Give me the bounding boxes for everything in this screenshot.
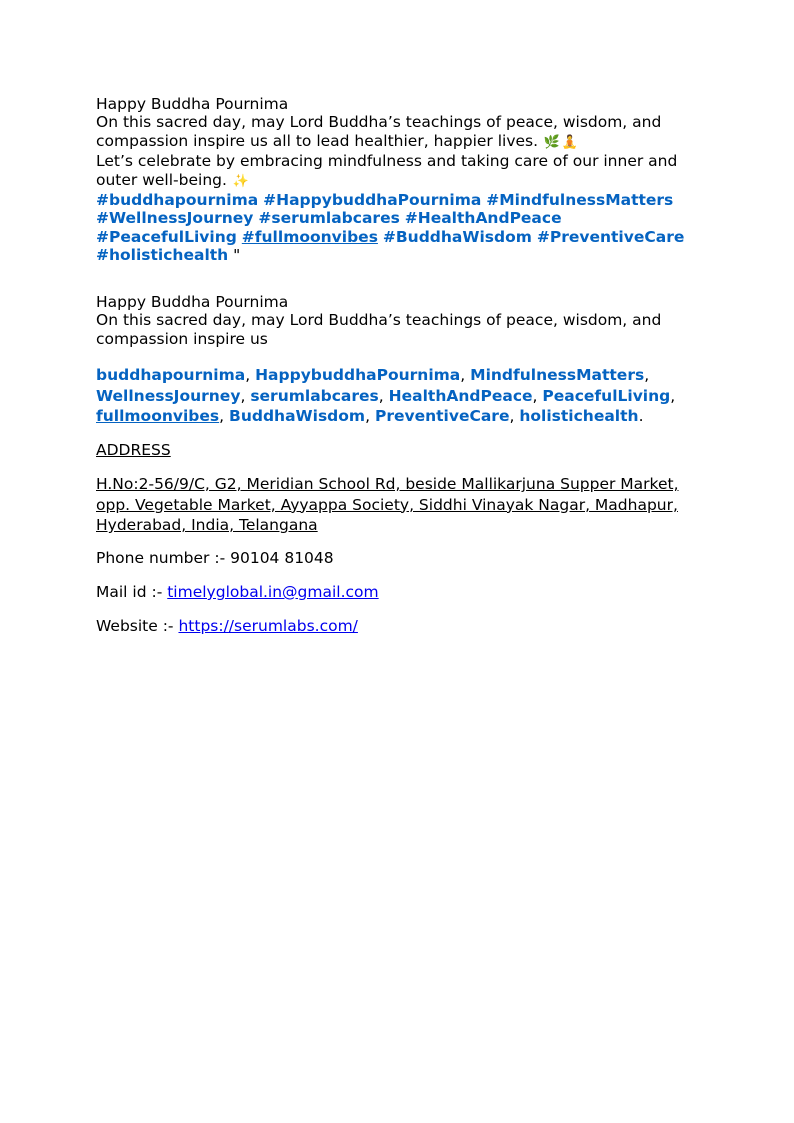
tag-row (96, 386, 696, 407)
hashtag-link[interactable]: #buddhapournima (96, 191, 259, 210)
sparkle-icon: ✨ (232, 173, 249, 189)
hashtag-link[interactable]: #HealthAndPeace (404, 209, 562, 228)
tag-separator: , (532, 386, 538, 405)
address-block (96, 474, 696, 536)
website-label: Website :- (96, 617, 179, 635)
post-block-2 (96, 293, 696, 348)
hashtag-link[interactable]: #PeacefulLiving (96, 227, 237, 246)
tag-link[interactable]: HealthAndPeace (388, 386, 533, 405)
tag-link[interactable]: PreventiveCare (374, 407, 510, 426)
tag-link[interactable]: buddhapournima (96, 366, 246, 384)
hashtag-link[interactable]: #MindfulnessMatters (486, 191, 674, 210)
herb-icon: 🌿 (543, 134, 561, 150)
tag-separator: , (509, 407, 515, 426)
address-line: Hyderabad, India, Telangana (96, 516, 318, 535)
tag-separator: , (245, 366, 251, 384)
tag-link[interactable]: holistichealth (519, 407, 639, 426)
tag-row (96, 406, 696, 427)
post-text-line: On this sacred day, may Lord Buddha’s teachings of peace, wisdom, and (96, 113, 662, 132)
tag-link[interactable]: PeacefulLiving (542, 386, 671, 405)
hashtag-link[interactable]: #BuddhaWisdom (382, 227, 532, 246)
hashtag-link[interactable]: #PreventiveCare (536, 227, 685, 246)
tag-separator: , (670, 386, 676, 405)
post-text-line (96, 132, 696, 152)
post-title: Happy Buddha Pournima (96, 293, 289, 311)
post-text-line: compassion inspire us (96, 329, 268, 348)
address-heading (96, 440, 696, 461)
tag-separator: , (378, 386, 384, 405)
hashtag-link[interactable]: #serumlabcares (258, 209, 400, 228)
address-line: opp. Vegetable Market, Ayyappa Society, Siddhi Vinayak Nagar, Madhapur, (96, 495, 678, 514)
website-line (96, 616, 696, 637)
tag-link[interactable]: BuddhaWisdom (229, 407, 366, 426)
hashtag-row (96, 209, 696, 227)
tag-link[interactable]: MindfulnessMatters (470, 366, 645, 384)
post-text-line: Let’s celebrate by embracing mindfulness and taking care of our inner and (96, 152, 678, 171)
hashtag-link[interactable]: #HappybuddhaPournima (263, 191, 482, 210)
post-block-1 (96, 95, 696, 265)
post-text-line (96, 171, 696, 191)
trailing-quote: " (233, 246, 241, 265)
phone-line (96, 548, 696, 569)
hashtag-link[interactable]: #fullmoonvibes (241, 227, 378, 246)
tag-link[interactable]: serumlabcares (250, 386, 379, 405)
post-text: outer well-being. (96, 170, 227, 189)
website-link[interactable]: https://serumlabs.com/ (178, 617, 358, 635)
post-text-line: On this sacred day, may Lord Buddha’s teachings of peace, wisdom, and (96, 311, 662, 330)
mail-label: Mail id :- (96, 583, 168, 601)
tag-link[interactable]: HappybuddhaPournima (255, 366, 461, 384)
tag-list (96, 365, 696, 427)
hashtag-row (96, 191, 696, 209)
phone-text: Phone number :- 90104 81048 (96, 549, 334, 567)
tag-link[interactable]: fullmoonvibes (96, 407, 220, 426)
post-title: Happy Buddha Pournima (96, 95, 289, 113)
tag-separator: , (219, 407, 225, 426)
hashtag-link[interactable]: #WellnessJourney (96, 209, 254, 228)
hashtag-row (96, 228, 696, 246)
hashtag-row (96, 246, 696, 264)
mail-line (96, 582, 696, 603)
address-heading-text: ADDRESS (96, 441, 171, 459)
tag-separator: , (365, 407, 371, 426)
hashtag-link[interactable]: #holistichealth (96, 246, 229, 265)
meditation-icon: 🧘 (561, 134, 579, 150)
email-link[interactable]: timelyglobal.in@gmail.com (167, 583, 379, 601)
tag-separator: , (240, 386, 246, 405)
post-text: compassion inspire us all to lead healthier, happier lives. (96, 131, 539, 150)
tag-link[interactable]: WellnessJourney (96, 386, 241, 405)
tag-separator: , (644, 366, 650, 384)
tag-end: . (638, 407, 644, 426)
tag-separator: , (460, 366, 466, 384)
address-line: H.No:2-56/9/C, G2, Meridian School Rd, beside Mallikarjuna Supper Market, (96, 475, 679, 493)
tag-row (96, 365, 696, 386)
